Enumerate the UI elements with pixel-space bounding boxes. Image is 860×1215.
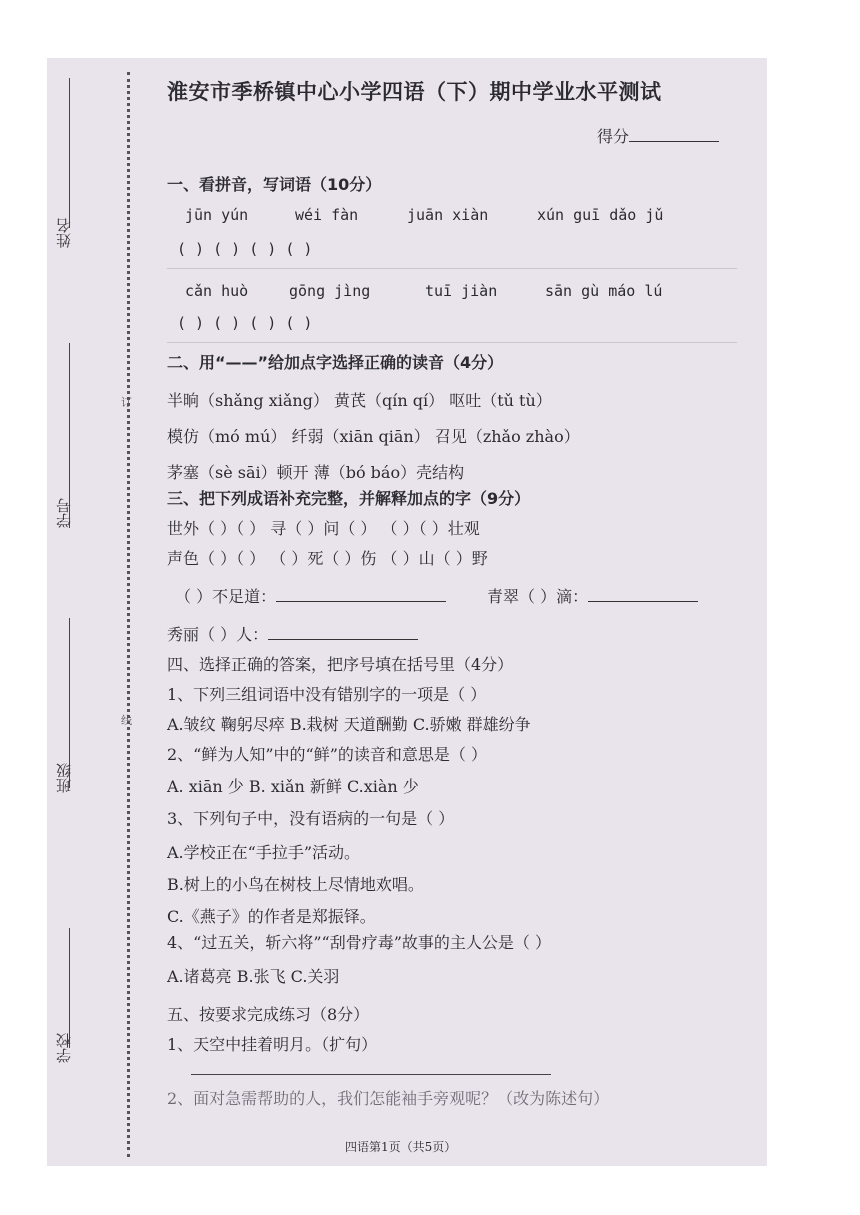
question: 4、“过五关，斩六将”“刮骨疗毒”故事的主人公是（ ） [167,933,551,952]
pinyin-item: sān gù máo lú [545,282,663,300]
exam-paper [47,58,767,1166]
answer-blank [276,601,446,602]
explain-prompt: 秀丽（ ）人： [167,625,269,644]
question-options: A. xiān 少 B. xiǎn 新鲜 C.xiàn 少 [167,777,419,796]
reading-line: 茅塞（sè sāi）顿开 薄（bó báo）壳结构 [167,463,465,482]
explain-line [167,622,418,645]
reading-line: 模仿（mó mú） 纤弱（xiān qiān） 召见（zhǎo zhào） [167,427,580,446]
score-label: 得分 [597,127,630,146]
binding-mark-ding: 订 [121,396,132,409]
pinyin-item: cǎn huò [185,282,249,300]
school-write-line [69,928,70,1048]
question-option: C.《燕子》的作者是郑振铎。 [167,907,376,926]
name-write-line [69,78,70,228]
question-options: A.诸葛亮 B.张飞 C.关羽 [167,967,340,986]
explain-prompt: 青翠（ ）滴： [487,587,589,606]
binding-margin [47,58,155,1166]
answer-brackets: ( ) ( ) ( ) ( ) [177,240,313,258]
name-label: 姓名 [55,218,73,248]
idiom-line: 声色（ ）（ ） （ ）死（ ）伤 （ ）山（ ）野 [167,549,488,568]
question: 2、面对急需帮助的人，我们怎能袖手旁观呢？（改为陈述句） [167,1089,610,1108]
pinyin-item: gōng jìng [289,282,371,300]
score-blank [629,141,719,142]
school-label: 学校 [55,1033,73,1063]
section3-heading: 三、把下列成语补充完整，并解释加点的字（9分） [167,489,531,508]
idiom-line: 世外（ ）（ ） 寻（ ）问（ ） （ ）（ ）壮观 [167,519,480,538]
exam-title: 淮安市季桥镇中心小学四语（下）期中学业水平测试 [167,80,662,104]
binding-mark-xian: 线 [121,714,132,727]
page-footer: 四语第1页（共5页） [345,1140,457,1154]
question-options: A.皱纹 鞠躬尽瘁 B.栽树 天道酬勤 C.骄嫩 群雄纷争 [167,715,531,734]
explain-prompt: （ ）不足道： [175,587,277,606]
number-label: 学号 [55,498,73,528]
question: 2、“鲜为人知”中的“鲜”的读音和意思是（ ） [167,745,487,764]
answer-blank [268,639,418,640]
exam-content [167,58,767,1166]
question: 3、下列句子中，没有语病的一句是（ ） [167,809,455,828]
question: 1、天空中挂着明月。（扩句） [167,1035,378,1054]
pinyin-item: tuī jiàn [425,282,498,300]
pinyin-item: xún guī dǎo jǔ [537,206,664,224]
answer-brackets: ( ) ( ) ( ) ( ) [177,314,313,332]
pinyin-item: wéi fàn [295,206,359,224]
answer-blank [588,601,698,602]
answer-line [191,1074,551,1075]
section5-heading: 五、按要求完成练习（8分） [167,1005,370,1024]
pinyin-item: juān xiàn [407,206,489,224]
question: 1、下列三组词语中没有错别字的一项是（ ） [167,685,487,704]
binding-dotted-line [127,72,130,1157]
reading-line: 半晌（shǎng xiǎng） 黄芪（qín qí） 呕吐（tǔ tù） [167,391,552,410]
section4-heading: 四、选择正确的答案，把序号填在括号里（4分） [167,655,514,674]
pinyin-item: jūn yún [185,206,249,224]
question-option: B.树上的小鸟在树枝上尽情地欢唱。 [167,875,424,894]
section2-heading: 二、用“——”给加点字选择正确的读音（4分） [167,353,504,372]
ruled-line [167,268,737,269]
score-field [597,124,719,147]
section1-heading: 一、看拼音，写词语（10分） [167,175,382,194]
class-label: 班级 [55,763,73,793]
ruled-line [167,342,737,343]
explain-line [175,584,446,607]
question-option: A.学校正在“手拉手”活动。 [167,843,361,862]
explain-line [487,584,698,607]
